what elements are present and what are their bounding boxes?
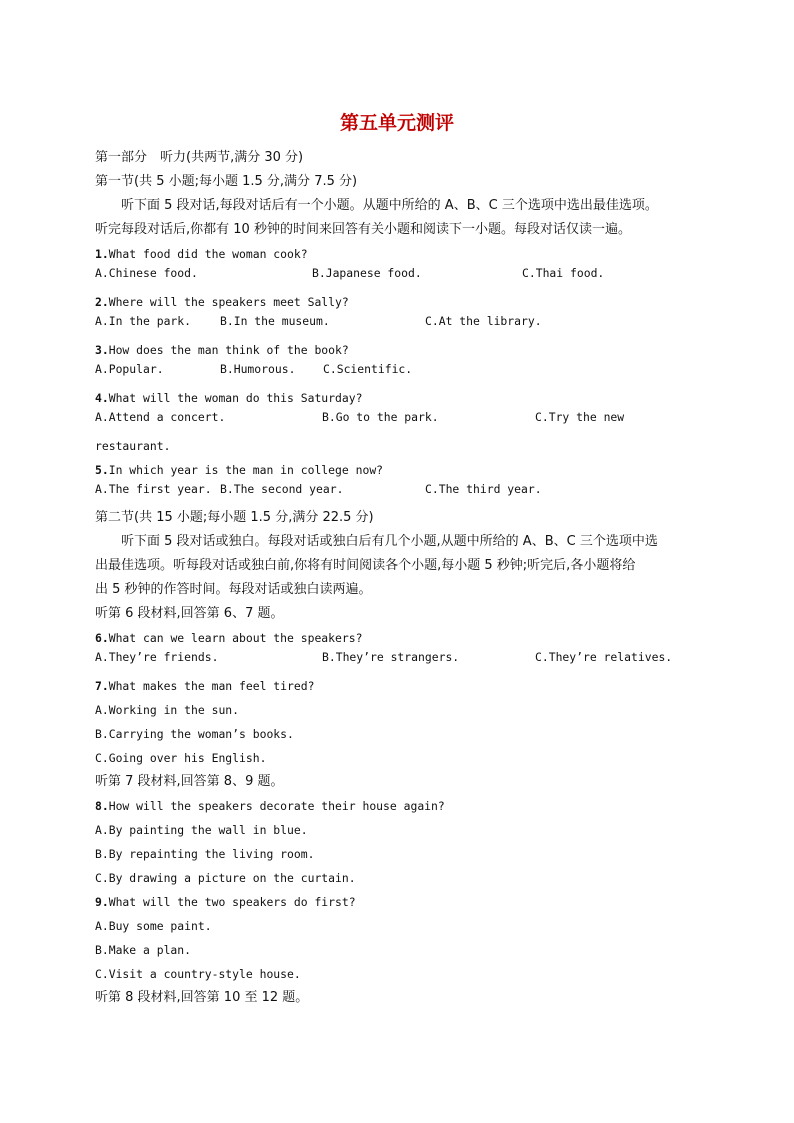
option-c-continued: restaurant.: [95, 439, 171, 453]
question-3-options: [95, 362, 705, 386]
question-number: 7.: [95, 679, 109, 693]
option-c: C.Going over his English.: [95, 751, 267, 765]
material-6-instruction: 听第 6 段材料,回答第 6、7 题。: [95, 606, 284, 621]
question-number: 5.: [95, 463, 109, 477]
section2-intro-line2: 出最佳选项。听每段对话或独白前,你将有时间阅读各个小题,每小题 5 秒钟;听完后,各小题将给: [95, 558, 636, 573]
question-number: 8.: [95, 799, 109, 813]
question-5: [95, 458, 705, 482]
question-6-options: [95, 650, 705, 674]
option-a: A.By painting the wall in blue.: [95, 823, 308, 837]
page-title: 第五单元测评: [339, 112, 454, 134]
option-b: B.Carrying the woman’s books.: [95, 727, 294, 741]
option-b: B.Make a plan.: [95, 943, 192, 957]
option-b: B.Japanese food.: [312, 266, 422, 280]
question-number: 3.: [95, 343, 109, 357]
option-c: C.Visit a country-style house.: [95, 967, 301, 981]
section1-heading: 第一节(共 5 小题;每小题 1.5 分,满分 7.5 分): [95, 174, 358, 189]
option-c: C.By drawing a picture on the curtain.: [95, 871, 356, 885]
option-c: C.At the library.: [425, 314, 542, 328]
section2-intro-line3: 出 5 秒钟的作答时间。每段对话或独白读两遍。: [95, 582, 372, 597]
question-text: How will the speakers decorate their house again?: [108, 799, 445, 813]
question-9: [95, 890, 705, 914]
question-number: 4.: [95, 391, 109, 405]
question-text: What makes the man feel tired?: [108, 679, 315, 693]
question-8: [95, 794, 705, 818]
option-a: A.Working in the sun.: [95, 703, 240, 717]
question-3: [95, 338, 705, 362]
option-c: C.They’re relatives.: [535, 650, 673, 664]
option-a: A.They’re friends.: [95, 650, 219, 664]
question-text: What food did the woman cook?: [108, 247, 308, 261]
option-a: A.Buy some paint.: [95, 919, 212, 933]
option-a: A.Chinese food.: [95, 266, 198, 280]
question-4-options: [95, 410, 705, 434]
question-text: In which year is the man in college now?: [108, 463, 384, 477]
option-b: B.By repainting the living room.: [95, 847, 315, 861]
option-c: C.Scientific.: [323, 362, 413, 376]
section2-heading: 第二节(共 15 小题;每小题 1.5 分,满分 22.5 分): [95, 510, 374, 525]
section1-intro-line2: 听完每段对话后,你都有 10 秒钟的时间来回答有关小题和阅读下一小题。每段对话仅读一遍。: [95, 222, 631, 237]
question-1-options: [95, 266, 705, 290]
section1-intro-line1: 听下面 5 段对话,每段对话后有一个小题。从题中所给的 A、B、C 三个选项中选出最佳选项。: [121, 198, 658, 213]
question-number: 6.: [95, 631, 109, 645]
option-b: B.Go to the park.: [322, 410, 439, 424]
question-1: [95, 242, 705, 266]
question-text: Where will the speakers meet Sally?: [108, 295, 349, 309]
option-c: C.Thai food.: [522, 266, 605, 280]
material-8-instruction: 听第 8 段材料,回答第 10 至 12 题。: [95, 990, 309, 1005]
question-number: 9.: [95, 895, 109, 909]
option-a: A.Attend a concert.: [95, 410, 226, 424]
question-2-options: [95, 314, 705, 338]
question-7: [95, 674, 705, 698]
part-heading: 第一部分 听力(共两节,满分 30 分): [95, 150, 304, 165]
section2-intro-line1: 听下面 5 段对话或独白。每段对话或独白后有几个小题,从题中所给的 A、B、C 三个选项中选: [121, 534, 658, 549]
option-b: B.The second year.: [220, 482, 344, 496]
option-a: A.Popular.: [95, 362, 164, 376]
material-7-instruction: 听第 7 段材料,回答第 8、9 题。: [95, 774, 284, 789]
question-text: What can we learn about the speakers?: [108, 631, 363, 645]
question-4: [95, 386, 705, 410]
question-6: [95, 626, 705, 650]
question-2: [95, 290, 705, 314]
content: [95, 146, 705, 1010]
question-text: What will the woman do this Saturday?: [108, 391, 363, 405]
option-a: A.The first year.: [95, 482, 212, 496]
option-b: B.In the museum.: [220, 314, 330, 328]
option-c: C.Try the new: [535, 410, 625, 424]
question-text: How does the man think of the book?: [108, 343, 349, 357]
question-text: What will the two speakers do first?: [108, 895, 356, 909]
option-a: A.In the park.: [95, 314, 192, 328]
option-c: C.The third year.: [425, 482, 542, 496]
option-b: B.Humorous.: [220, 362, 296, 376]
question-number: 2.: [95, 295, 109, 309]
question-5-options: [95, 482, 705, 506]
question-number: 1.: [95, 247, 109, 261]
option-b: B.They’re strangers.: [322, 650, 460, 664]
